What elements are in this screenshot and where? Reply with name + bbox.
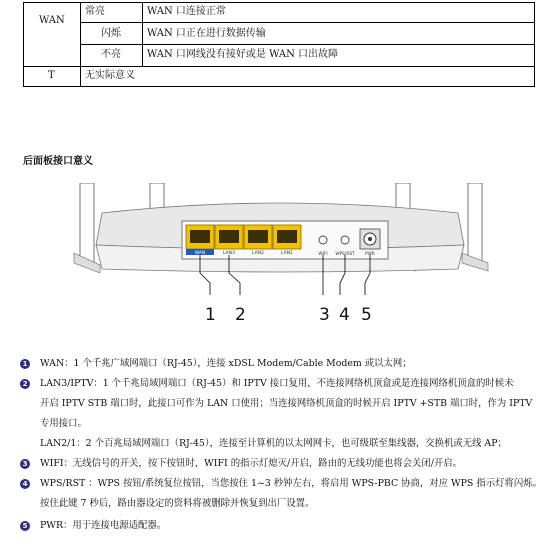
- desc-cell: WAN 口正在进行数据传输: [147, 28, 266, 39]
- list-item-continuation: 按住此键 7 秒后，路由器设定的资料将被删除并恢复到出厂设置。: [40, 498, 315, 509]
- circled-number-5-icon: 5: [20, 521, 30, 531]
- state-cell: 闪烁: [101, 28, 121, 39]
- port-label-lan1: LAN1: [281, 251, 293, 256]
- table-col-divider-2: [142, 2, 143, 66]
- label-wps-rst: WPS/RST: [335, 252, 355, 257]
- port-label-lan2: LAN2: [252, 251, 264, 256]
- port-label-wan: WAN: [194, 251, 206, 256]
- circled-number-3-icon: 3: [20, 459, 30, 469]
- callout-number-2: 2: [235, 305, 246, 325]
- table-border-top: [23, 2, 535, 3]
- antenna-left-outer: [80, 183, 94, 263]
- circled-number-2-icon: 2: [20, 379, 30, 389]
- router-rear-panel-illustration: [70, 183, 490, 323]
- desc-cell: WAN 口网线没有接好或是 WAN 口出故障: [147, 49, 339, 60]
- callout-number-1: 1: [205, 305, 216, 325]
- table-row-divider: [23, 66, 535, 67]
- section-heading: 后面板接口意义: [23, 156, 93, 167]
- circled-number-1-icon: 1: [20, 359, 30, 369]
- antenna-right-outer: [468, 183, 482, 263]
- wps-rst-button: [341, 236, 349, 244]
- list-item-lan21: LAN2/1：2 个百兆局域网端口（RJ-45），连接至计算机的以太网网卡，也可级联至集线器，交换机或无线 AP；: [40, 438, 507, 449]
- label-wifi: WIFI: [318, 252, 328, 257]
- callout-number-5: 5: [361, 305, 372, 325]
- list-item-text: WIFI：无线信号的开关，按下按钮时，WIFI 的指示灯熄灭/开启，路由的无线功能也将会关闭/开启。: [40, 458, 463, 469]
- t-desc: 无实际意义: [85, 70, 135, 81]
- led-status-table: [23, 2, 535, 87]
- table-row-divider: [80, 22, 535, 23]
- state-cell: 不亮: [101, 49, 121, 60]
- list-item-text: PWR：用于连接电源适配器。: [40, 520, 167, 531]
- wan-label: WAN: [39, 15, 65, 26]
- table-border-bottom: [23, 86, 535, 87]
- list-item-text: WPS/RST ：WPS 按钮/系统复位按钮，当您按住 1~3 秒钟左右，将启用 WPS-PBC 协商，对应 WPS 指示灯将闪烁。: [40, 478, 542, 489]
- port-label-lan3: LAN3: [223, 251, 235, 256]
- state-cell: 常亮: [85, 6, 105, 17]
- wifi-button: [319, 236, 327, 244]
- callout-number-3: 3: [319, 305, 330, 325]
- table-border-left: [23, 2, 24, 87]
- table-row-divider: [80, 44, 535, 45]
- desc-cell: WAN 口连接正常: [147, 6, 226, 17]
- list-item-text: LAN3/IPTV：1 个千兆局域网端口（RJ-45）和 IPTV 接口复用，不连接网络机顶盒或是连接网络机顶盒的时候未: [40, 378, 514, 389]
- t-label: T: [48, 70, 55, 81]
- callout-number-4: 4: [339, 305, 350, 325]
- list-item-continuation: 专用接口。: [40, 418, 87, 429]
- list-item-continuation: 开启 IPTV STB 端口时，此接口可作为 LAN 口使用；当连接网络机顶盒的时候开启 IPTV +STB 端口时，作为 IPTV: [40, 398, 533, 409]
- list-item-text: WAN：1 个千兆广域网端口（RJ-45），连接 xDSL Modem/Cable Modem 或以太网；: [40, 358, 412, 369]
- circled-number-4-icon: 4: [20, 479, 30, 489]
- label-pwr: PWR: [365, 252, 375, 257]
